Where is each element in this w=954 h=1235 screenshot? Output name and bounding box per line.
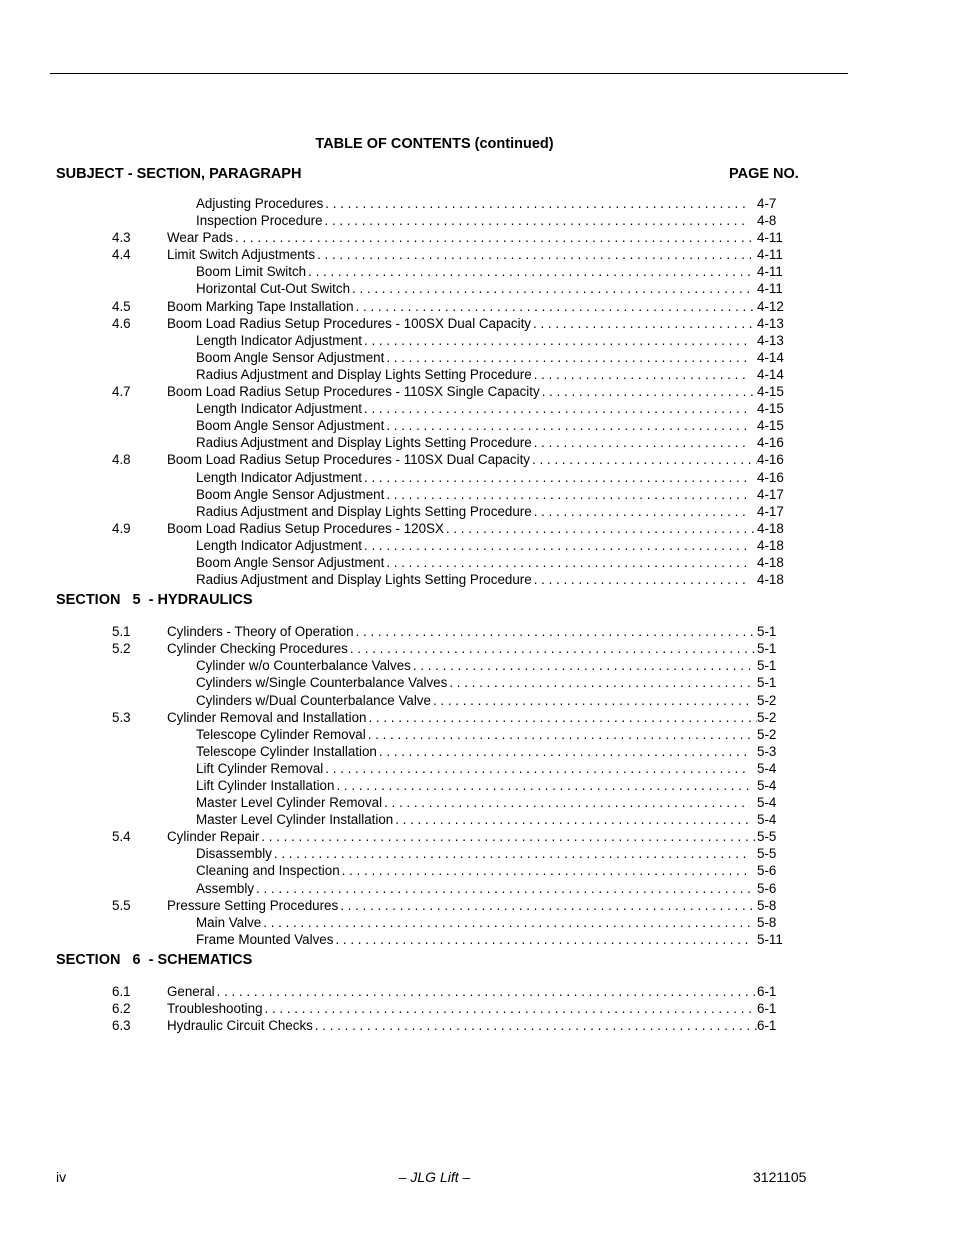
toc-entry-leader	[196, 914, 750, 931]
toc-entry-page: 5-6	[757, 880, 777, 896]
section-heading-5	[0, 588, 954, 614]
toc-entry-page: 4-11	[757, 247, 783, 263]
toc-entry-title: Radius Adjustment and Display Lights Setting Procedure	[196, 572, 532, 588]
toc-entry-title: General	[167, 983, 215, 999]
toc-entry-page: 4-16	[757, 469, 784, 485]
toc-entry-title: Disassembly	[196, 846, 272, 862]
toc-entry-page: 5-2	[757, 726, 777, 742]
toc-entry-leader	[167, 623, 757, 640]
toc-entry[interactable]	[0, 298, 954, 315]
toc-entry-title: Adjusting Procedures	[196, 196, 324, 211]
toc-entry-number: 4.6	[112, 315, 131, 331]
section-heading-6-text: SECTION 6 - SCHEMATICS	[56, 951, 253, 968]
toc-entry[interactable]	[0, 828, 954, 845]
toc-entry-title: Hydraulic Circuit Checks	[167, 1018, 313, 1034]
toc-entry-title: Boom Angle Sensor Adjustment	[196, 486, 385, 502]
toc-entry-title: Frame Mounted Valves	[196, 931, 334, 947]
toc-entry-page: 4-13	[757, 332, 784, 348]
toc-entry-title: Cylinders w/Dual Counterbalance Valve	[196, 692, 431, 708]
toc-entry-title: Boom Angle Sensor Adjustment	[196, 349, 385, 365]
toc-entry-leader	[196, 743, 750, 760]
toc-entry-page: 4-11	[757, 264, 783, 280]
toc-entry[interactable]	[0, 246, 954, 263]
toc-entry-title: Length Indicator Adjustment	[196, 537, 363, 553]
toc-entry-number: 6.2	[112, 1001, 131, 1017]
toc-entry-leader	[167, 520, 757, 537]
toc-entry-title: Cylinder Repair	[167, 829, 260, 845]
toc-entry-title: Troubleshooting	[167, 1001, 263, 1017]
toc-entry-page: 5-1	[757, 658, 777, 674]
toc-entry[interactable]	[0, 880, 954, 897]
toc-entry-title: Cylinders - Theory of Operation	[167, 624, 354, 640]
toc-entry-number: 4.7	[112, 384, 131, 400]
toc-entry-leader	[196, 332, 750, 349]
toc-entry-leader	[196, 503, 750, 520]
toc-entry-leader	[167, 298, 757, 315]
column-header-subject: SUBJECT - SECTION, PARAGRAPH	[56, 166, 302, 182]
toc-entry-title: Length Indicator Adjustment	[196, 469, 363, 485]
toc-entry-leader	[196, 486, 750, 503]
toc-entry[interactable]	[0, 777, 954, 794]
toc-entry[interactable]	[0, 469, 954, 486]
toc-entry[interactable]	[0, 983, 954, 1000]
footer-brand: – JLG Lift –	[398, 1169, 471, 1185]
toc-entry-leader	[196, 349, 750, 366]
toc-entry[interactable]	[0, 366, 954, 383]
toc-entry-title: Boom Load Radius Setup Procedures - 120SX	[167, 520, 444, 536]
toc-entry-title: Master Level Cylinder Removal	[196, 795, 383, 811]
toc-entry[interactable]	[0, 520, 954, 537]
toc-entry[interactable]	[0, 503, 954, 520]
toc-entry-title: Boom Load Radius Setup Procedures - 110SX Single Capacity	[167, 384, 540, 400]
toc-entry-title: Lift Cylinder Removal	[196, 760, 324, 776]
toc-entry[interactable]	[0, 263, 954, 280]
toc-entry-number: 5.1	[112, 624, 131, 640]
toc-entry-page: 5-6	[757, 863, 777, 879]
toc-entry-title: Master Level Cylinder Installation	[196, 812, 394, 828]
toc-entry-number: 5.3	[112, 709, 131, 725]
toc-entry-page: 5-1	[757, 641, 777, 657]
toc-entry-leader	[167, 709, 757, 726]
toc-entry[interactable]	[0, 845, 954, 862]
toc-entry[interactable]	[0, 212, 954, 229]
toc-entry-title: Cylinder Removal and Installation	[167, 709, 367, 725]
toc-entry[interactable]	[0, 623, 954, 640]
toc-entry-leader	[167, 246, 757, 263]
toc-entry[interactable]	[0, 897, 954, 914]
toc-entry[interactable]	[0, 743, 954, 760]
toc-entry-title: Limit Switch Adjustments	[167, 247, 316, 263]
toc-entry-title: Wear Pads	[167, 230, 233, 246]
toc-entry[interactable]	[0, 811, 954, 828]
toc-entry-page: 4-11	[757, 281, 783, 297]
toc-entry-page: 4-14	[757, 366, 784, 382]
toc-entry[interactable]	[0, 383, 954, 400]
toc-entry-title: Horizontal Cut-Out Switch	[196, 281, 351, 297]
toc-entry-number: 4.8	[112, 452, 131, 468]
toc-entry-title: Boom Angle Sensor Adjustment	[196, 554, 385, 570]
toc-entry-title: Radius Adjustment and Display Lights Setting Procedure	[196, 435, 532, 451]
toc-entry-leader	[196, 417, 750, 434]
toc-entry-title: Boom Angle Sensor Adjustment	[196, 418, 385, 434]
toc-group-section-5	[0, 623, 954, 948]
toc-entry[interactable]	[0, 417, 954, 434]
toc-group-section-4	[0, 195, 954, 588]
toc-entry[interactable]	[0, 726, 954, 743]
toc-entry-title: Cylinder w/o Counterbalance Valves	[196, 658, 411, 674]
toc-entry-number: 5.5	[112, 897, 131, 913]
toc-entry[interactable]	[0, 674, 954, 691]
toc-entry-page: 4-15	[757, 384, 784, 400]
toc-entry-page: 5-2	[757, 709, 777, 725]
toc-entry-page: 5-4	[757, 812, 777, 828]
toc-entry-leader	[196, 760, 750, 777]
toc-entry-leader	[196, 195, 750, 212]
toc-entry-page: 5-8	[757, 914, 777, 930]
toc-entry-page: 4-7	[757, 196, 777, 211]
toc-entry-title: Inspection Procedure	[196, 213, 323, 229]
toc-entry-leader	[167, 451, 757, 468]
toc-entry-page: 5-4	[757, 778, 777, 793]
toc-entry-leader	[196, 434, 750, 451]
toc-entry-title: Telescope Cylinder Installation	[196, 743, 377, 759]
toc-entry[interactable]	[0, 349, 954, 366]
toc-entry-page: 4-18	[757, 537, 784, 553]
section-heading-5-text: SECTION 5 - HYDRAULICS	[56, 592, 253, 609]
toc-entry-page: 4-12	[757, 298, 784, 314]
toc-entry-page: 4-18	[757, 520, 784, 536]
toc-entry-leader	[196, 794, 750, 811]
toc-entry[interactable]	[0, 914, 954, 931]
toc-entry-page: 4-8	[757, 213, 777, 229]
toc-entry-page: 4-18	[757, 572, 784, 588]
toc-entry-leader	[196, 263, 750, 280]
toc-entry-page: 5-5	[757, 829, 777, 845]
toc-entry-page: 5-1	[757, 675, 777, 691]
toc-entry-page: 4-13	[757, 315, 784, 331]
footer-doc-number: 3121105	[753, 1169, 807, 1185]
toc-entry-title: Length Indicator Adjustment	[196, 332, 363, 348]
toc-entry-number: 4.9	[112, 520, 131, 536]
toc-entry-leader	[196, 400, 750, 417]
toc-entry-leader	[196, 845, 750, 862]
toc-entry-title: Boom Limit Switch	[196, 264, 307, 280]
toc-entry-title: Pressure Setting Procedures	[167, 897, 339, 913]
toc-entry-leader	[167, 983, 757, 1000]
toc-entry-leader	[167, 1000, 757, 1017]
toc-entry[interactable]	[0, 332, 954, 349]
toc-entry[interactable]	[0, 760, 954, 777]
toc-entry-number: 6.3	[112, 1018, 131, 1034]
toc-entry-leader	[167, 1017, 757, 1034]
toc-entry-page: 5-2	[757, 692, 777, 708]
toc-entry-page: 5-1	[757, 624, 777, 640]
toc-entry[interactable]	[0, 571, 954, 588]
toc-entry-page: 4-17	[757, 503, 784, 519]
toc-entry-page: 6-1	[757, 983, 777, 999]
toc-entry[interactable]	[0, 862, 954, 879]
toc-entry-leader	[196, 674, 750, 691]
toc-entry-title: Main Valve	[196, 914, 262, 930]
toc-entry-page: 4-15	[757, 401, 784, 417]
toc-entry-page: 4-16	[757, 452, 784, 468]
toc-entry-page: 5-4	[757, 795, 777, 811]
toc-entry[interactable]	[0, 229, 954, 246]
toc-entry-title: Length Indicator Adjustment	[196, 401, 363, 417]
toc-entry-title: Cylinder Checking Procedures	[167, 641, 348, 657]
toc-entry-leader	[167, 640, 757, 657]
toc-entry-leader	[196, 554, 750, 571]
toc-entry-title: Boom Load Radius Setup Procedures - 100SX Dual Capacity	[167, 315, 531, 331]
toc-entry-title: Assembly	[196, 880, 255, 896]
toc-entry-title: Cleaning and Inspection	[196, 863, 340, 879]
toc-entry-leader	[196, 777, 750, 794]
toc-entry-title: Telescope Cylinder Removal	[196, 726, 366, 742]
toc-entry-leader	[167, 229, 757, 246]
toc-entry-page: 4-16	[757, 435, 784, 451]
toc-entry-leader	[196, 692, 750, 709]
toc-entry-leader	[196, 862, 750, 879]
toc-entry-leader	[196, 880, 750, 897]
page-title: TABLE OF CONTENTS (continued)	[315, 136, 554, 152]
toc-entry-page: 5-4	[757, 760, 777, 776]
toc-entry-leader	[196, 366, 750, 383]
toc-entry-number: 5.4	[112, 829, 131, 845]
toc-entry-leader	[196, 726, 750, 743]
toc-entry-number: 4.3	[112, 230, 131, 246]
section-heading-6	[0, 948, 954, 974]
toc-entry-leader	[196, 657, 750, 674]
toc-entry[interactable]	[0, 640, 954, 657]
toc-entry-leader	[196, 931, 750, 948]
toc-entry-page: 4-14	[757, 349, 784, 365]
toc-entry-leader	[167, 828, 757, 845]
footer-page-number: iv	[56, 1169, 67, 1185]
toc-entry-number: 5.2	[112, 641, 131, 657]
toc-entry-title: Radius Adjustment and Display Lights Setting Procedure	[196, 366, 532, 382]
column-header-page: PAGE NO.	[729, 166, 799, 182]
toc-entry[interactable]	[0, 434, 954, 451]
toc-entry-page: 4-15	[757, 418, 784, 434]
toc-entry-leader	[167, 383, 757, 400]
toc-entry[interactable]	[0, 195, 954, 212]
toc-entry[interactable]	[0, 931, 954, 948]
toc-entry-page: 5-11	[757, 931, 783, 947]
toc-entry-leader	[196, 280, 750, 297]
toc-entry-page: 4-17	[757, 486, 784, 502]
toc-body	[0, 195, 954, 1034]
toc-entry-title: Boom Load Radius Setup Procedures - 110SX Dual Capacity	[167, 452, 530, 468]
toc-entry-number: 4.4	[112, 247, 131, 263]
toc-entry-number: 4.5	[112, 298, 131, 314]
toc-entry-leader	[167, 897, 757, 914]
toc-entry[interactable]	[0, 554, 954, 571]
toc-entry-leader	[196, 212, 750, 229]
toc-entry[interactable]	[0, 451, 954, 468]
toc-entry[interactable]	[0, 537, 954, 554]
toc-entry[interactable]	[0, 400, 954, 417]
toc-entry-page: 6-1	[757, 1001, 777, 1017]
top-rule	[50, 73, 848, 74]
toc-entry-leader	[167, 315, 757, 332]
toc-entry-title: Radius Adjustment and Display Lights Setting Procedure	[196, 503, 532, 519]
toc-entry-page: 5-8	[757, 897, 777, 913]
toc-entry-leader	[196, 469, 750, 486]
toc-entry[interactable]	[0, 1000, 954, 1017]
toc-entry[interactable]	[0, 692, 954, 709]
toc-entry-page: 6-1	[757, 1018, 777, 1034]
toc-entry[interactable]	[0, 794, 954, 811]
toc-entry-leader	[196, 811, 750, 828]
toc-entry[interactable]	[0, 657, 954, 674]
toc-entry[interactable]	[0, 280, 954, 297]
toc-entry[interactable]	[0, 1017, 954, 1034]
toc-entry-number: 6.1	[112, 983, 131, 999]
toc-group-section-6	[0, 983, 954, 1034]
toc-entry-title: Boom Marking Tape Installation	[167, 298, 354, 314]
toc-entry-title: Lift Cylinder Installation	[196, 778, 335, 793]
toc-entry[interactable]	[0, 709, 954, 726]
toc-entry-leader	[196, 571, 750, 588]
toc-entry-page: 5-5	[757, 846, 777, 862]
toc-entry[interactable]	[0, 315, 954, 332]
toc-entry-page: 5-3	[757, 743, 777, 759]
toc-entry[interactable]	[0, 486, 954, 503]
toc-entry-page: 4-11	[757, 230, 783, 246]
toc-entry-leader	[196, 537, 750, 554]
toc-entry-title: Cylinders w/Single Counterbalance Valves	[196, 675, 448, 691]
toc-entry-page: 4-18	[757, 554, 784, 570]
